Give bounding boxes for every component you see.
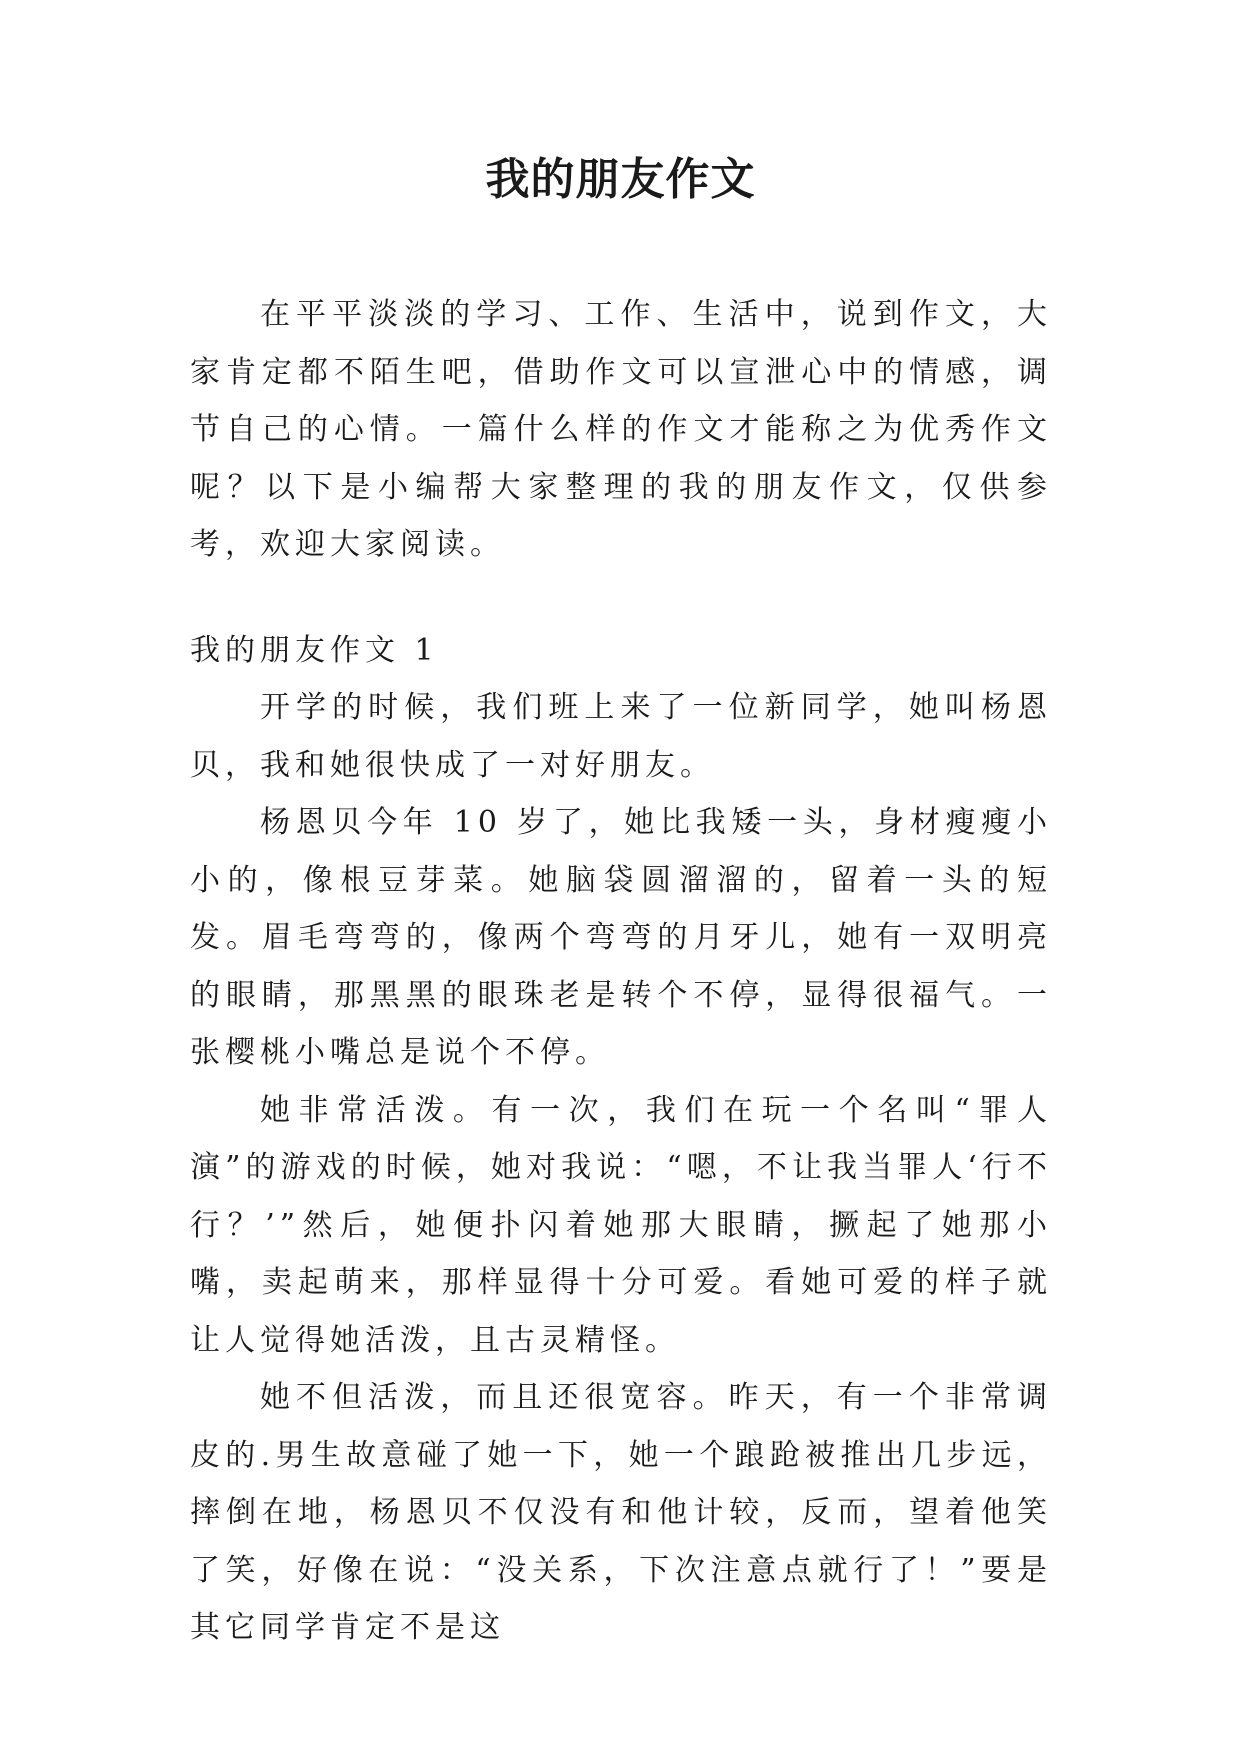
document-title: 我的朋友作文 — [485, 154, 756, 205]
body-paragraph-1: 开学的时候，我们班上来了一位新同学，她叫杨恩贝，我和她很快成了一对好朋友。 — [190, 690, 1052, 783]
body-paragraph-4: 她不但活泼，而且还很宽容。昨天，有一个非常调皮的.男生故意碰了她一下，她一个踉跄被推出几步远，摔倒在地，杨恩贝不仅没有和他计较，反而，望着他笑了笑，好像在说：“没关系，下次注意点就行了！”要是其它同学肯定不是这 — [190, 1380, 1052, 1645]
section-heading: 我的朋友作文 1 — [190, 632, 439, 668]
document-body — [190, 286, 1052, 1657]
body-paragraph-2: 杨恩贝今年 10 岁了，她比我矮一头，身材瘦瘦小小的，像根豆芽菜。她脑袋圆溜溜的，留着一头的短发。眉毛弯弯的，像两个弯弯的月牙儿，她有一双明亮的眼睛，那黑黑的眼珠老是转个不停，显得很福气。一张樱桃小嘴总是说个不停。 — [190, 805, 1052, 1070]
body-paragraph-3: 她非常活泼。有一次，我们在玩一个名叫“罪人演”的游戏的时候，她对我说：“嗯，不让我当罪人‘行不行？’”然后，她便扑闪着她那大眼睛，撅起了她那小嘴，卖起萌来，那样显得十分可爱。看她可爱的样子就让人觉得她活泼，且古灵精怪。 — [190, 1092, 1052, 1358]
intro-paragraph: 在平平淡淡的学习、工作、生活中，说到作文，大家肯定都不陌生吧，借助作文可以宣泄心中的情感，调节自己的心情。一篇什么样的作文才能称之为优秀作文呢？以下是小编帮大家整理的我的朋友作文，仅供参考，欢迎大家阅读。 — [190, 297, 1052, 562]
